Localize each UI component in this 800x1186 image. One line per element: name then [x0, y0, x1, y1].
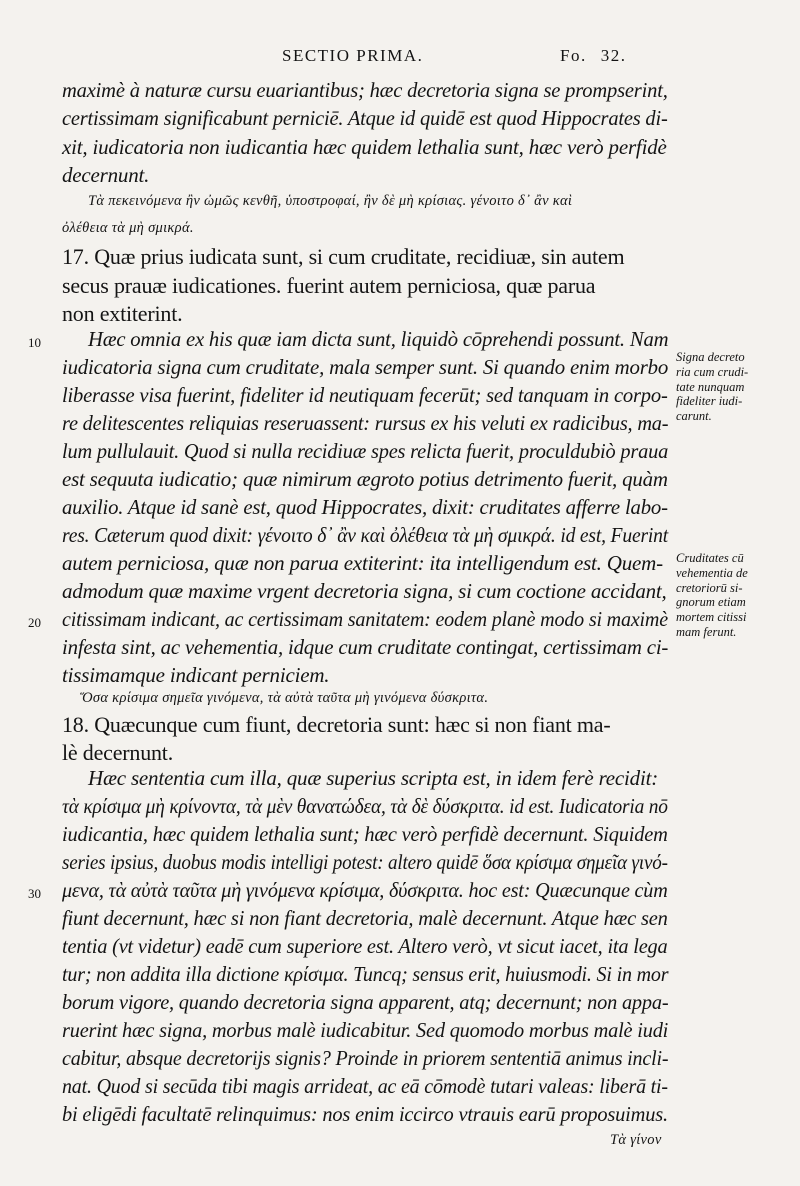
text-line: μενα, τὰ αὐτὰ ταῦτα μὴ γινόμενα κρίσιμα, δύσκριτα. hoc est: Quæcunque cùm — [62, 878, 668, 902]
text-line: borum vigore, quando decretoria signa apparent, atq; decernunt; non appa- — [62, 990, 669, 1014]
text-line: ruerint hæc signa, morbus malè iudicabitur. Sed quomodo morbus malè iudi — [62, 1018, 669, 1042]
text-line: admodum quæ maxime vrgent decretoria signa, si cum coctione accidant, — [62, 579, 667, 603]
margin-note-line: mam ferunt. — [676, 624, 737, 639]
text-line: bi eligēdi facultatē relinquimus: nos enim iccirco vtrauis earū proposuimus. — [62, 1102, 668, 1126]
margin-note — [676, 350, 794, 424]
margin-note-line: carunt. — [676, 409, 712, 424]
text-line: infesta sint, ac vehementia, idque cum cruditate contingat, certissimam ci- — [62, 635, 669, 659]
text-line: xit, iudicatoria non iudicantia hæc quidem lethalia sunt, hæc verò perfidè — [62, 135, 667, 159]
text-line: autem perniciosa, quæ non parua extiterint: ita intelligendum est. Quem- — [62, 551, 663, 575]
aphorism-line: 18. Quæcunque cum fiunt, decretoria sunt: hæc si non fiant ma- — [62, 712, 611, 737]
line-number: 20 — [28, 615, 41, 630]
text-line: series ipsius, duobus modis intelligi potest: altero quidē ὅσα κρίσιμα σημεῖα γινό- — [62, 850, 668, 874]
text-line: auxilio. Atque id sanè est, quod Hippocrates, dixit: cruditates afferre labo- — [62, 495, 668, 519]
margin-note-line: vehementia de — [676, 565, 748, 580]
margin-note — [676, 551, 794, 640]
margin-note-line: Signa decreto — [676, 350, 745, 364]
text-line: tur; non addita illa dictione κρίσιμα. Tuncq; sensus erit, huiusmodi. Si in mor — [62, 962, 669, 986]
text-line: iudicantia, hæc quidem lethalia sunt; hæc verò perfidè decernunt. Siquidem — [62, 822, 668, 846]
margin-note-line: fideliter iudi- — [676, 394, 743, 409]
running-header — [0, 46, 800, 70]
text-line: Hæc sententia cum illa, quæ superius scripta est, in idem ferè recidit: — [88, 766, 659, 790]
text-line: fiunt decernunt, hæc si non fiant decretoria, malè decernunt. Atque hæc sen — [62, 906, 668, 930]
text-line: nat. Quod si secūda tibi magis arrideat, ac eā cōmodè tutari valeas: liberā ti- — [62, 1074, 668, 1098]
margin-note-line: Cruditates cū — [676, 551, 744, 565]
catchword: Τὰ γίνον — [610, 1132, 662, 1148]
text-line: tissimamque indicant perniciem. — [62, 663, 330, 687]
text-line: Hæc omnia ex his quæ iam dicta sunt, liquidò cōprehendi possunt. Nam — [88, 327, 669, 351]
margin-note-line: tate nunquam — [676, 379, 745, 394]
text-line: cabitur, absque decretorijs signis? Proinde in priorem sententiā animus incli- — [62, 1046, 669, 1070]
text-line: decernunt. — [62, 163, 150, 187]
section-title: SECTIO PRIMA. — [282, 46, 424, 65]
aphorism-line: lè decernunt. — [62, 740, 174, 765]
aphorism-line: non extiterint. — [62, 301, 183, 326]
margin-note-line: gnorum etiam — [676, 595, 746, 610]
text-line: maximè à naturæ cursu euariantibus; hæc decretoria signa se prompserint, — [62, 78, 668, 102]
aphorism-line: 17. Quæ prius iudicata sunt, si cum cruditate, recidiuæ, sin autem — [62, 244, 625, 269]
aphorism-line: secus prauæ iudicationes. fuerint autem perniciosa, quæ parua — [62, 273, 596, 298]
text-line: est sequuta iudicatio; quæ nimirum ægroto potius detrimento fuerit, quàm — [62, 467, 668, 491]
text-line: lum pullulauit. Quod si nulla recidiuæ spes relicta fuerit, proculdubiò praua — [62, 439, 669, 463]
folio-label: Fo. — [560, 46, 587, 65]
line-number: 30 — [28, 886, 41, 901]
text-line: re delitescentes reliquias reseruassent: rursus ex his veluti ex radicibus, ma- — [62, 411, 669, 435]
text-line: certissimam significabunt perniciē. Atque id quidē est quod Hippocrates di- — [62, 106, 668, 130]
folio-number — [560, 46, 626, 66]
greek-line: Ὅσα κρίσιμα σημεῖα γινόμενα, τὰ αὐτὰ ταῦτα μὴ γινόμενα δύσκριτα. — [80, 690, 489, 706]
margin-note-line: ria cum crudi- — [676, 364, 749, 379]
text-line: citissimam indicant, ac certissimam sanitatem: eodem planè modo si maximè — [62, 607, 668, 631]
text-line: res. Cæterum quod dixit: γένοιτο δ᾽ ἂν καὶ ὀλέθεια τὰ μὴ σμικρά. id est, Fuerint — [62, 523, 669, 547]
text-line: liberasse visa fuerint, fideliter id neutiquam fecerūt; sed tanquam in corpo- — [62, 383, 668, 407]
text-line: tentia (vt videtur) eadē cum superiore est. Altero verò, vt sicut iacet, ita lega — [62, 934, 668, 958]
margin-note-line: cretoriorū si- — [676, 580, 743, 595]
margin-note-line: mortem citissi — [676, 610, 747, 625]
greek-line: Τὰ πεκεινόμενα ἢν ὠμῶς κενθῆ, ὑποστροφαί, ἢν δὲ μὴ κρίσιας. γένοιτο δ᾽ ἂν καὶ — [88, 193, 573, 209]
folio-value: 32. — [600, 46, 627, 65]
text-line: iudicatoria signa cum cruditate, mala semper sunt. Si quando enim morbo — [62, 355, 669, 379]
greek-line: ὀλέθεια τὰ μὴ σμικρά. — [62, 220, 194, 236]
line-number: 10 — [28, 335, 41, 350]
text-line: τὰ κρίσιμα μὴ κρίνοντα, τὰ μὲν θανατώδεα, τὰ δὲ δύσκριτα. id est. Iudicatoria nō — [62, 794, 668, 818]
